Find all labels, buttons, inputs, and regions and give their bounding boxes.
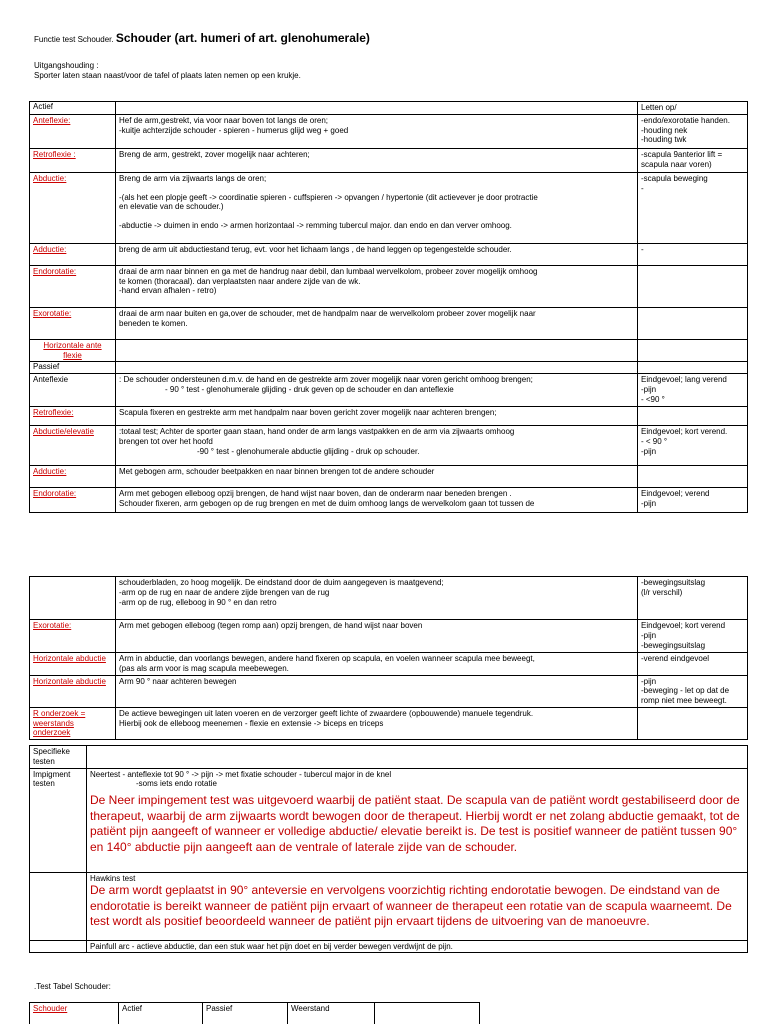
row-text: -90 ° test - glenohumerale abductie glijding - druk op schouder. bbox=[197, 446, 420, 456]
table-row bbox=[30, 653, 748, 676]
table-cell bbox=[638, 675, 748, 707]
row-note: -houding twk bbox=[641, 135, 687, 145]
table-row bbox=[30, 148, 748, 172]
actief-passief-table bbox=[29, 101, 748, 513]
table-cell bbox=[30, 243, 116, 265]
table-cell bbox=[30, 466, 116, 488]
table-cell bbox=[638, 148, 748, 172]
row-label: Adductie: bbox=[33, 467, 67, 476]
table-cell bbox=[638, 265, 748, 307]
table-cell bbox=[30, 1003, 119, 1024]
row-text: Arm met gebogen elleboog (tegen romp aan) opzij brengen, de hand wijst naar boven bbox=[119, 621, 423, 630]
table-cell bbox=[638, 407, 748, 426]
hawkins-label: Hawkins test bbox=[90, 873, 136, 883]
row-text: -abductie -> duimen in endo -> armen horizontaal -> remming tubercul major. dan endo en dan verver omhoog. bbox=[119, 221, 512, 230]
row-text: (pas als arm voor is mag scapula meebewegen. bbox=[119, 663, 289, 673]
table-row bbox=[30, 243, 748, 265]
row-label: Horizontale abductie bbox=[33, 654, 106, 663]
row-note: - bbox=[641, 244, 644, 254]
row-note: -scapula 9anterior lift = bbox=[641, 149, 723, 159]
table-cell bbox=[116, 307, 638, 339]
row-text: Breng de arm via zijwaarts langs de oren; bbox=[119, 173, 267, 183]
table-cell bbox=[116, 466, 638, 488]
table-cell bbox=[203, 1003, 288, 1024]
row-text: en elevatie van de schouder.) bbox=[119, 202, 224, 212]
row-note: -scapula beweging bbox=[641, 173, 708, 183]
row-text: draai de arm naar buiten en ga,over de schouder, met de handpalm naar de wervelkolom probeer zover mogelijk naar bbox=[119, 308, 536, 318]
table-cell bbox=[638, 362, 748, 374]
table-cell bbox=[116, 577, 638, 620]
test-tabel-title: .Test Tabel Schouder: bbox=[34, 982, 111, 991]
table-header-row bbox=[30, 1003, 480, 1024]
table-row bbox=[30, 620, 748, 653]
table-row bbox=[30, 339, 748, 362]
row-label: Horizontale ante flexie bbox=[43, 340, 102, 360]
table-cell bbox=[638, 243, 748, 265]
head-actief: Actief bbox=[33, 102, 54, 111]
row-text: schouderbladen, zo hoog mogelijk. De eindstand door de duim aangegeven is maatgevend; bbox=[119, 578, 444, 587]
row-note: -beweging - let op dat de bbox=[641, 686, 730, 696]
table-cell bbox=[116, 114, 638, 148]
table-cell bbox=[638, 339, 748, 362]
table-row bbox=[30, 768, 748, 872]
col-actief: Actief bbox=[122, 1004, 143, 1013]
table-cell bbox=[30, 707, 116, 739]
row-note: (l/r verschil) bbox=[641, 587, 683, 597]
test-tabel bbox=[29, 1002, 480, 1024]
row-label: Horizontale abductie bbox=[33, 676, 106, 686]
table-cell bbox=[116, 707, 638, 739]
table-cell bbox=[87, 768, 748, 872]
row-note: -endo/exorotatie handen. bbox=[641, 115, 730, 125]
row-text: breng de arm uit abductiestand terug, evt. voor het lichaam langs , de hand leggen op tegengestelde schouder. bbox=[119, 244, 512, 254]
row-label: Retroflexie: bbox=[33, 408, 74, 417]
row-note: Eindgevoel; verend bbox=[641, 489, 710, 498]
table-cell bbox=[116, 362, 638, 374]
row-label: R onderzoek = weerstands onderzoek bbox=[33, 708, 86, 738]
col-passief: Passief bbox=[206, 1004, 233, 1013]
table-cell bbox=[638, 653, 748, 676]
title-main: Schouder (art. humeri of art. glenohumerale) bbox=[115, 31, 370, 45]
table-row bbox=[30, 707, 748, 739]
table-row bbox=[30, 426, 748, 466]
table-row bbox=[30, 940, 748, 953]
table-cell bbox=[116, 148, 638, 172]
row-note: scapula naar voren) bbox=[641, 159, 712, 169]
table-cell bbox=[119, 1003, 203, 1024]
table-row bbox=[30, 675, 748, 707]
table-cell bbox=[638, 374, 748, 407]
table-cell bbox=[116, 620, 638, 653]
row-label: Endorotatie: bbox=[33, 489, 77, 498]
table-row bbox=[30, 114, 748, 148]
row-text: draai de arm naar binnen en ga met de handrug naar debil, dan lumbaal wervelkolom, probeer zover mogelijk omhoog bbox=[119, 266, 538, 276]
row-text: beneden te komen. bbox=[119, 318, 188, 328]
table-cell bbox=[30, 172, 116, 243]
table-cell bbox=[30, 114, 116, 148]
row-text: -hand ervan afhalen - retro) bbox=[119, 286, 217, 296]
row-note: -pijn bbox=[641, 384, 657, 394]
table-cell bbox=[638, 102, 748, 115]
spacer bbox=[119, 184, 634, 193]
row-note: - < 90 ° bbox=[641, 436, 668, 446]
table-cell bbox=[30, 362, 116, 374]
row-text: Arm 90 ° naar achteren bewegen bbox=[119, 676, 237, 686]
uitgang-text: Sporter laten staan naast/voor de tafel of plaats laten nemen op een krukje. bbox=[34, 70, 301, 80]
table-cell bbox=[638, 620, 748, 653]
table-cell bbox=[116, 374, 638, 407]
row-label: Exorotatie: bbox=[33, 621, 72, 630]
table-cell bbox=[30, 488, 116, 513]
row-label: Anteflexie bbox=[33, 375, 69, 384]
hawkins-description: De arm wordt geplaatst in 90° anteversie en vervolgens voorzichtig richting endorotatie bewogen. De eindstand van de endorotatie is bereikt wanneer de patiënt pijn ervaart of wanneer de therapeut een rotatie van de scapula waarneemt. De test wordt als positief beoordeeld wanneer de patiënt pijn ervaart tijdens de uitvoering van de manoeuvre. bbox=[90, 883, 732, 929]
table-cell bbox=[30, 102, 116, 115]
table-cell bbox=[638, 707, 748, 739]
table-cell bbox=[116, 488, 638, 513]
table-cell bbox=[30, 426, 116, 466]
row-text: Hierbij ook de elleboog meenemen - flexie en extensie -> biceps en triceps bbox=[119, 718, 384, 728]
row-note: Eindgevoel; kort verend. bbox=[641, 427, 728, 436]
uitgang-label: Uitgangshouding : bbox=[34, 61, 99, 70]
neertest-text: Neertest - anteflexie tot 90 ° -> pijn -> met fixatie schouder - tubercul major in de knel bbox=[90, 769, 392, 779]
table-cell bbox=[116, 172, 638, 243]
row-text: Breng de arm, gestrekt, zover mogelijk naar achteren; bbox=[119, 149, 310, 159]
passief-label: Passief bbox=[33, 362, 60, 372]
row-text: Schouder fixeren, arm gebogen op de rug brengen en met de duim omhoog langs de wervelkolom gaan tot tussen de bbox=[119, 498, 535, 508]
table-row bbox=[30, 362, 748, 374]
row-label: Abductie: bbox=[33, 173, 67, 183]
table-cell bbox=[30, 872, 87, 940]
row-text: Arm met gebogen elleboog opzij brengen, de hand wijst naar boven, dan de onderarm naar beneden brengen . bbox=[119, 489, 512, 498]
neertest-text: -soms iets endo rotatie bbox=[136, 779, 217, 789]
table-cell bbox=[87, 872, 748, 940]
table-cell bbox=[30, 746, 87, 769]
table-cell bbox=[30, 768, 87, 872]
row-label: Abductie/elevatie bbox=[33, 427, 94, 436]
table-cell bbox=[30, 148, 116, 172]
table-row bbox=[30, 577, 748, 620]
row-text: Scapula fixeren en gestrekte arm met handpalm naar boven gericht zover mogelijk naar achteren brengen; bbox=[119, 408, 497, 417]
row-note: -pijn bbox=[641, 446, 657, 456]
row-text: Hef de arm,gestrekt, via voor naar boven tot langs de oren; bbox=[119, 115, 329, 125]
table-cell bbox=[116, 102, 638, 115]
table-row bbox=[30, 407, 748, 426]
table-cell bbox=[116, 675, 638, 707]
row-note: - bbox=[641, 183, 644, 193]
row-text: - 90 ° test - glenohumerale glijding - druk geven op de schouder en dan anteflexie bbox=[165, 384, 454, 394]
row-text: Met gebogen arm, schouder beetpakken en naar binnen brengen tot de andere schouder bbox=[119, 467, 435, 476]
row-label: Retroflexie : bbox=[33, 149, 76, 159]
row-text: -arm op de rug, elleboog in 90 ° en dan retro bbox=[119, 597, 277, 607]
table-cell bbox=[30, 374, 116, 407]
row-note: romp niet mee beweegt. bbox=[641, 696, 727, 705]
row-note: -houding nek bbox=[641, 125, 688, 135]
table-cell bbox=[638, 114, 748, 148]
table-cell bbox=[638, 466, 748, 488]
table-row bbox=[30, 265, 748, 307]
specifieke-testen-table bbox=[29, 745, 748, 953]
table-row bbox=[30, 746, 748, 769]
table-cell bbox=[375, 1003, 480, 1024]
document-title bbox=[34, 31, 370, 46]
table-cell bbox=[116, 407, 638, 426]
table-row bbox=[30, 488, 748, 513]
table-cell bbox=[116, 426, 638, 466]
head-letten-op: Letten op/ bbox=[641, 103, 677, 112]
col-weerstand: Weerstand bbox=[291, 1004, 330, 1013]
table-cell bbox=[87, 940, 748, 953]
row-note: -bewegingsuitslag bbox=[641, 640, 706, 650]
table-cell bbox=[638, 307, 748, 339]
table-cell bbox=[638, 426, 748, 466]
table-cell bbox=[30, 620, 116, 653]
row-text: -kuitje achterzijde schouder - spieren - humerus glijd weg + goed bbox=[119, 125, 349, 135]
table-cell bbox=[30, 675, 116, 707]
row-note: -verend eindgevoel bbox=[641, 654, 710, 663]
specifieke-testen-label: Specifieke testen bbox=[33, 747, 70, 766]
table-row bbox=[30, 307, 748, 339]
row-note: Eindgevoel; kort verend bbox=[641, 621, 726, 630]
row-note: - <90 ° bbox=[641, 394, 665, 404]
table-cell bbox=[30, 653, 116, 676]
table-cell bbox=[638, 488, 748, 513]
title-prefix: Functie test Schouder. bbox=[34, 35, 114, 44]
continuation-table bbox=[29, 576, 748, 740]
table-cell bbox=[638, 172, 748, 243]
table-cell bbox=[30, 339, 116, 362]
row-note: Eindgevoel; lang verend bbox=[641, 375, 727, 384]
table-header-row bbox=[30, 102, 748, 115]
spacer bbox=[119, 212, 634, 221]
row-text: :totaal test; Achter de sporter gaan staan, hand onder de arm langs vastpakken en de arm via zijwaarts omhoog bbox=[119, 427, 515, 436]
row-note: -bewegingsuitslag bbox=[641, 578, 706, 587]
table-cell bbox=[116, 653, 638, 676]
row-text: brengen tot over het hoofd bbox=[119, 436, 213, 446]
row-note: -pijn bbox=[641, 498, 657, 508]
neer-description: De Neer impingement test was uitgevoerd waarbij de patiënt staat. De scapula van de patiënt wordt gestabiliseerd door de therapeut, waarbij de arm zijwaarts wordt bewogen door de therapeut. Hierbij wordt er net zolang abductie gemaakt, tot de patiënt pijn aangeeft of wanneer er volledige abductie/ elevatie bereikt is. De test is positief wanneer de patiënt tussen 90° en 140° abductie pijn aangeeft aan de ventrale of laterale zijde van de schouder. bbox=[90, 793, 740, 854]
table-cell bbox=[30, 940, 87, 953]
row-note: -pijn bbox=[641, 630, 657, 640]
table-row bbox=[30, 374, 748, 407]
row-text: De actieve bewegingen uit laten voeren en de verzorger geeft lichte of zwaardere (opbouwende) manuele tegendruk. bbox=[119, 708, 534, 718]
impigment-label: Impigment testen bbox=[33, 769, 71, 789]
table-cell bbox=[116, 243, 638, 265]
col-schouder: Schouder bbox=[33, 1004, 68, 1013]
row-note: -pijn bbox=[641, 676, 657, 686]
row-label: Endorotatie: bbox=[33, 266, 77, 276]
row-text: : De schouder ondersteunen d.m.v. de hand en de gestrekte arm zover mogelijk naar voren gericht omhoog brengen; bbox=[119, 375, 533, 384]
table-cell bbox=[30, 307, 116, 339]
table-row bbox=[30, 872, 748, 940]
table-cell bbox=[116, 265, 638, 307]
table-cell bbox=[30, 265, 116, 307]
table-cell bbox=[87, 746, 748, 769]
table-cell bbox=[288, 1003, 375, 1024]
row-text: -(als het een plopje geeft -> coordinatie spieren - cuffspieren -> opvangen / hypertonie (dit actievever je door protractie bbox=[119, 192, 538, 202]
row-text: Arm in abductie, dan voorlangs bewegen, andere hand fixeren op scapula, en voelen wanneer scapula mee beweegt, bbox=[119, 654, 535, 663]
row-text: te komen (thoracaal). dan verplaatsten naar andere zijde van de wk. bbox=[119, 276, 361, 286]
row-label: Exorotatie: bbox=[33, 308, 72, 318]
table-cell bbox=[638, 577, 748, 620]
row-label: Anteflexie: bbox=[33, 115, 71, 125]
table-cell bbox=[116, 339, 638, 362]
table-row bbox=[30, 466, 748, 488]
table-cell bbox=[30, 577, 116, 620]
table-cell bbox=[30, 407, 116, 426]
row-text: -arm op de rug en naar de andere zijde brengen van de rug bbox=[119, 587, 330, 597]
table-row bbox=[30, 172, 748, 243]
row-label: Adductie: bbox=[33, 244, 67, 254]
intro-block bbox=[34, 61, 301, 80]
painful-arc-text: Painfull arc - actieve abductie, dan een stuk waar het pijn doet en bij verder bewegen verdwijnt de pijn. bbox=[90, 941, 453, 951]
